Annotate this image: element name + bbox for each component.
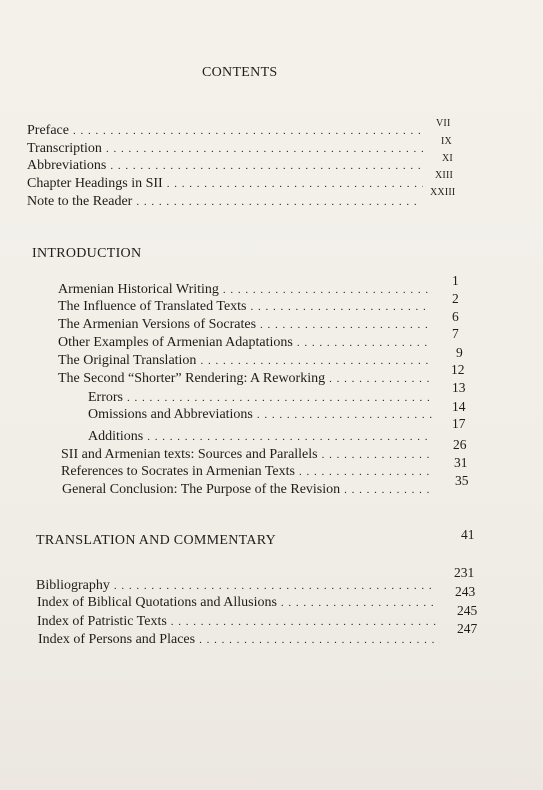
toc-entry bbox=[88, 389, 434, 406]
toc-page-number: 247 bbox=[457, 621, 478, 636]
toc-page-number: 243 bbox=[455, 584, 476, 599]
toc-entry-label: Index of Patristic Texts bbox=[37, 614, 167, 629]
toc-entry-label: Transcription bbox=[27, 141, 102, 156]
toc-page-number: 14 bbox=[452, 399, 466, 414]
toc-page-number: XIII bbox=[435, 170, 454, 181]
toc-entry bbox=[61, 463, 437, 480]
toc-entry-index-biblical bbox=[37, 594, 442, 611]
toc-entry-transcription bbox=[27, 140, 427, 157]
dot-leader bbox=[223, 282, 432, 299]
toc-entry bbox=[88, 428, 436, 445]
toc-entry-label: The Armenian Versions of Socrates bbox=[58, 317, 257, 332]
toc-entry-label: Index of Persons and Places bbox=[38, 632, 196, 647]
dot-leader bbox=[251, 299, 431, 316]
dot-leader bbox=[281, 595, 438, 612]
toc-page-number: 1 bbox=[452, 273, 459, 288]
toc-page-number: 31 bbox=[454, 455, 468, 470]
toc-entry-label: Other Examples of Armenian Adaptations bbox=[58, 335, 293, 350]
toc-page-number: 7 bbox=[452, 326, 459, 341]
toc-entry-bibliography bbox=[36, 577, 441, 594]
toc-entry-label: Omissions and Abbreviations bbox=[88, 407, 253, 422]
toc-entry-label: Abbreviations bbox=[27, 158, 107, 173]
toc-entry bbox=[88, 406, 436, 423]
dot-leader bbox=[136, 194, 421, 211]
dot-leader bbox=[200, 353, 432, 370]
toc-entry-label: The Second “Shorter” Rendering: A Reworking bbox=[58, 371, 326, 386]
toc-entry-abbreviations bbox=[27, 157, 429, 174]
toc-page-number: 12 bbox=[451, 362, 465, 377]
toc-entry bbox=[58, 316, 436, 333]
toc-entry-label: Index of Biblical Quotations and Allusions bbox=[37, 595, 277, 610]
toc-page-number: IX bbox=[441, 136, 452, 147]
toc-entry-preface bbox=[27, 122, 427, 139]
toc-entry-label: Additions bbox=[88, 429, 144, 444]
toc-entry bbox=[58, 334, 436, 351]
dot-leader bbox=[167, 176, 423, 193]
dot-leader bbox=[297, 335, 432, 352]
section-heading-translation: TRANSLATION AND COMMENTARY bbox=[36, 533, 277, 548]
toc-entry-index-persons bbox=[38, 631, 444, 648]
dot-leader bbox=[171, 614, 438, 631]
dot-leader bbox=[110, 158, 425, 175]
toc-entry bbox=[58, 352, 436, 369]
dot-leader bbox=[199, 632, 440, 649]
toc-page-number: 231 bbox=[454, 565, 475, 580]
dot-leader bbox=[127, 390, 430, 407]
dot-leader bbox=[73, 123, 423, 140]
dot-leader bbox=[257, 407, 432, 424]
toc-entry-label: References to Socrates in Armenian Texts bbox=[61, 464, 295, 479]
page-title: CONTENTS bbox=[202, 65, 278, 80]
toc-entry-label: SII and Armenian texts: Sources and Parallels bbox=[61, 447, 318, 462]
toc-page-number: VII bbox=[436, 118, 451, 129]
toc-entry-label: Errors bbox=[88, 390, 123, 405]
toc-entry bbox=[58, 281, 436, 298]
toc-entry-label: The Influence of Translated Texts bbox=[58, 299, 247, 314]
toc-page-number: 245 bbox=[457, 603, 478, 618]
toc-entry bbox=[58, 298, 434, 315]
toc-page-number: 26 bbox=[453, 437, 467, 452]
toc-page-number: 2 bbox=[452, 291, 459, 306]
dot-leader bbox=[344, 482, 434, 499]
toc-entry bbox=[58, 370, 434, 387]
toc-entry-label: Bibliography bbox=[36, 578, 110, 593]
toc-entry-label: General Conclusion: The Purpose of the Revision bbox=[62, 482, 341, 497]
toc-entry-index-patristic bbox=[37, 613, 442, 630]
toc-entry-label: The Original Translation bbox=[58, 353, 197, 368]
toc-entry-note-to-reader bbox=[27, 193, 425, 210]
toc-page-number: 17 bbox=[452, 416, 466, 431]
toc-entry-label: Preface bbox=[27, 123, 69, 138]
toc-page-number: XXIII bbox=[430, 187, 456, 198]
toc-page-number: 13 bbox=[452, 380, 466, 395]
dot-leader bbox=[299, 464, 433, 481]
dot-leader bbox=[329, 371, 430, 388]
toc-entry-chapter-headings bbox=[27, 175, 427, 192]
toc-entry-label: Note to the Reader bbox=[27, 194, 133, 209]
toc-page-number: 9 bbox=[456, 345, 463, 360]
dot-leader bbox=[147, 429, 432, 446]
toc-page-number: 6 bbox=[452, 309, 459, 324]
toc-entry-label: Chapter Headings in SII bbox=[27, 176, 163, 191]
toc-page-number: 41 bbox=[461, 527, 475, 542]
dot-leader bbox=[106, 141, 423, 158]
section-heading-introduction: INTRODUCTION bbox=[32, 246, 142, 261]
toc-page-number: XI bbox=[442, 153, 453, 164]
toc-page-number: 35 bbox=[455, 473, 469, 488]
dot-leader bbox=[114, 578, 437, 595]
dot-leader bbox=[322, 447, 432, 464]
toc-entry bbox=[61, 446, 436, 463]
toc-entry bbox=[62, 481, 438, 498]
toc-entry-label: Armenian Historical Writing bbox=[58, 282, 219, 297]
dot-leader bbox=[260, 317, 432, 334]
